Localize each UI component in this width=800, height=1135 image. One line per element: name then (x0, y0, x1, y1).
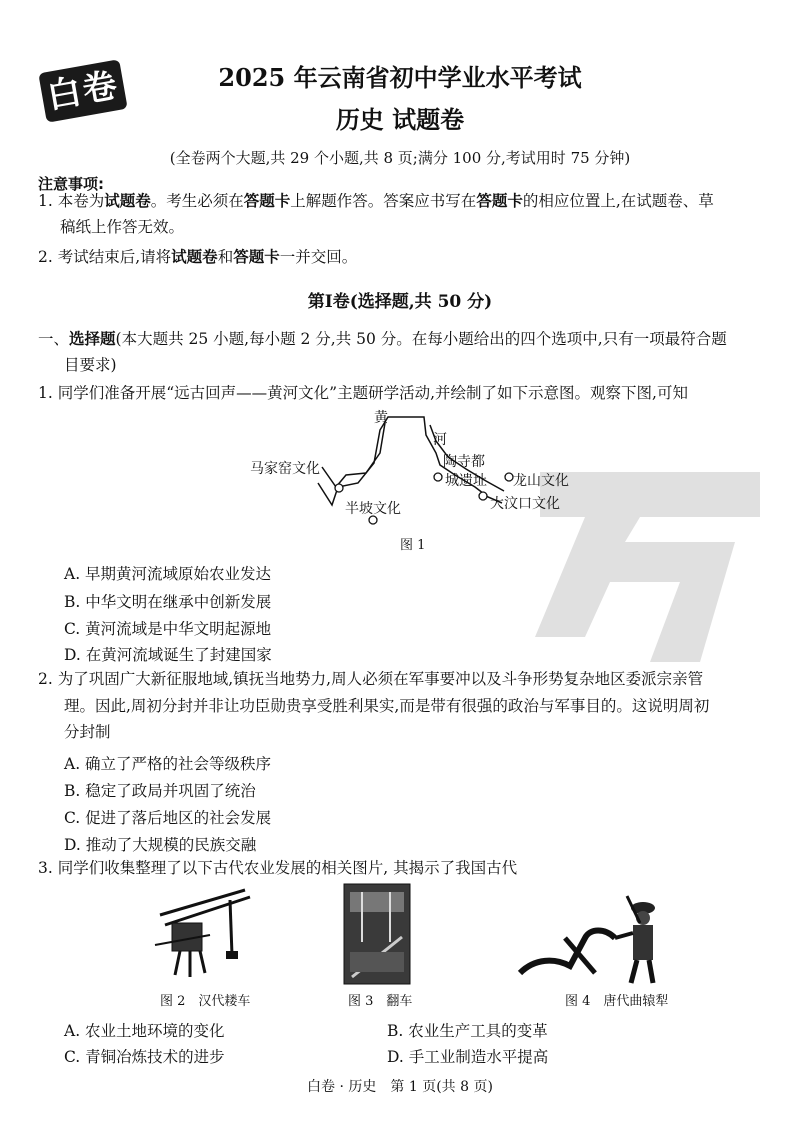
q1-option-c[interactable]: C. 黄河流域是中华文明起源地 (64, 620, 272, 638)
q2-option-a[interactable]: A. 确立了严格的社会等级秩序 (64, 755, 272, 773)
q1-option-b[interactable]: B. 中华文明在继承中创新发展 (64, 593, 272, 611)
q3-option-d[interactable]: D. 手工业制造水平提高 (387, 1048, 549, 1066)
q2-option-c[interactable]: C. 促进了落后地区的社会发展 (64, 809, 272, 827)
fig2-caption: 图 2 汉代耧车 (160, 994, 251, 1009)
exam-title: 2025 年云南省初中学业水平考试 (218, 63, 582, 92)
q3-option-c[interactable]: C. 青铜冶炼技术的进步 (64, 1048, 225, 1066)
map-label-taosi-2: 城遗址 (445, 473, 487, 489)
site-marker-1 (335, 484, 343, 492)
q1-stem: 1. 同学们准备开展“远古回声——黄河文化”主题研学活动,并绘制了如下示意图。观察下图,可知 (38, 384, 688, 402)
q1-option-d[interactable]: D. 在黄河流域诞生了封建国家 (64, 646, 272, 664)
map-label-longshan: 龙山文化 (513, 473, 569, 489)
map-label-dawenkou: 大汶口文化 (490, 496, 560, 512)
fig3-caption: 图 3 翻车 (348, 994, 413, 1009)
fig1-caption: 图 1 (400, 538, 426, 553)
part1-instructions-cont: 目要求) (64, 356, 117, 374)
q2-option-b[interactable]: B. 稳定了政局并巩固了统治 (64, 782, 256, 800)
page-footer: 白卷 · 历史 第 1 页(共 8 页) (307, 1079, 493, 1095)
q2-stem-line2: 理。因此,周初分封并非让功臣勋贵享受胜利果实,而是带有很强的政治与军事目的。这说明周初 (64, 697, 710, 715)
map-label-majiayao: 马家窑文化 (250, 461, 320, 477)
note-2: 2. 考试结束后,请将试题卷和答题卡一并交回。 (38, 247, 358, 266)
map-label-taosi-1: 陶寺都 (443, 454, 485, 470)
site-marker-taosi (434, 473, 442, 481)
q2-stem-line1: 2. 为了巩固广大新征服地域,镇抚当地势力,周人必须在军事要冲以及斗争形势复杂地区委派宗亲管 (38, 670, 704, 688)
q2-option-d[interactable]: D. 推动了大规模的民族交融 (64, 836, 257, 854)
map-label-banpo: 半坡文化 (345, 501, 401, 517)
note-1: 1. 本卷为试题卷。考生必须在答题卡上解题作答。答案应书写在答题卡的相应位置上,在试题卷、草 (38, 191, 714, 210)
water-pump-illustration (342, 882, 412, 987)
fig4-caption: 图 4 唐代曲辕犁 (565, 994, 669, 1009)
exam-info: (全卷两个大题,共 29 个小题,共 8 页;满分 100 分,考试用时 75 分钟) (169, 149, 631, 167)
site-marker-longshan (505, 473, 513, 481)
note-1-cont: 稿纸上作答无效。 (60, 218, 185, 236)
site-marker-dawenkou (479, 492, 487, 500)
map-label-he: 河 (433, 432, 447, 448)
map-label-huang: 黄 (374, 410, 388, 426)
notes-heading: 注意事项: (38, 175, 104, 193)
section-title: 第Ⅰ卷(选择题,共 50 分) (307, 292, 493, 312)
part1-instructions: 一、选择题(本大题共 25 小题,每小题 2 分,共 50 分。在每小题给出的四个选项中,只有一项最符合题 (38, 329, 727, 348)
paper-badge: 白卷 (38, 59, 127, 122)
q1-option-a[interactable]: A. 早期黄河流域原始农业发达 (64, 565, 272, 583)
exam-subtitle: 历史 试题卷 (335, 105, 465, 134)
q3-option-b[interactable]: B. 农业生产工具的变革 (387, 1022, 548, 1040)
seed-drill-illustration (150, 885, 260, 985)
q2-stem-line3: 分封制 (64, 723, 111, 741)
q3-option-a[interactable]: A. 农业土地环境的变化 (64, 1022, 225, 1040)
q3-stem: 3. 同学们收集整理了以下古代农业发展的相关图片, 其揭示了我国古代 (38, 859, 518, 877)
curved-plough-illustration (515, 878, 675, 988)
